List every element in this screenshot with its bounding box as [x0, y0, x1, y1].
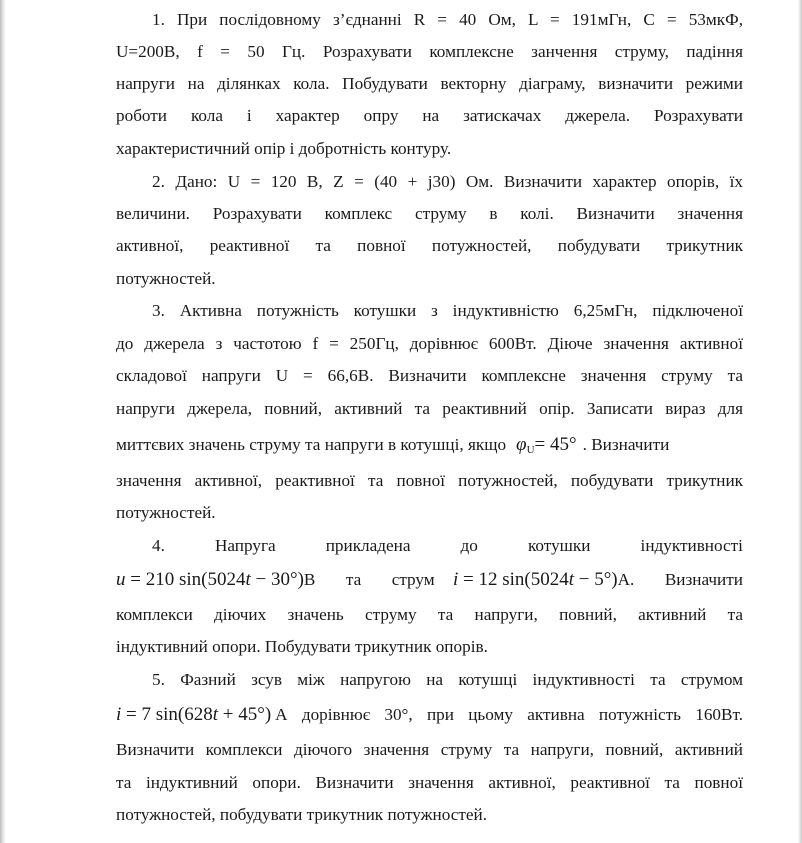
current-5-expr: = 7 sin(628 — [121, 704, 213, 725]
current-5-end: + 45°) — [218, 704, 272, 725]
voltage-var: u — [116, 569, 126, 590]
problem-2-line-2: величини. Розрахувати комплекс струму в колі. Визначити значення — [116, 204, 743, 223]
problem-3-line-2: до джерела з частотою f = 250Гц, дорівнює 600Вт. Діюче значення активної — [116, 334, 743, 353]
current-end: − 5°) — [573, 569, 618, 590]
problem-4-conn: та — [345, 570, 362, 589]
voltage-unit: В — [303, 570, 316, 589]
problem-3-line-5-tail: . Визначити — [582, 435, 670, 454]
problem-5-line-1: 5. Фазний зсув між напругою на котушці індуктивності та струмом — [152, 670, 743, 689]
page-right-edge — [798, 0, 802, 843]
problem-1-line-4: роботи кола і характер опру на затискачах джерела. Розрахувати — [116, 106, 743, 125]
voltage-formula — [116, 569, 304, 590]
current-5-var: i — [116, 704, 122, 725]
phi-value: = 45° — [534, 434, 577, 455]
current-unit: А. — [617, 570, 635, 589]
problem-3-line-7: потужностей. — [116, 503, 216, 522]
current-t: t — [568, 569, 574, 590]
phi-subscript: U — [526, 444, 535, 456]
problem-4-word-3: прикладена — [325, 536, 411, 555]
problem-2-line-3: активної, реактивної та повної потужностей, побудувати трикутник — [116, 236, 743, 255]
problem-4-word-4: до — [460, 536, 478, 555]
problem-1-line-2: U=200В, f = 50 Гц. Розрахувати комплексне занчення струму, падіння — [116, 42, 743, 61]
voltage-formula-group — [116, 567, 315, 593]
problem-3-line-6: значення активної, реактивної та повної потужностей, побудувати трикутник — [116, 471, 743, 490]
problem-1-line-5: характеристичний опір і добротність контуру. — [116, 139, 452, 158]
voltage-expr: = 210 sin(5024 — [125, 569, 246, 590]
current-formula-5 — [116, 702, 271, 728]
problem-3-line-5 — [116, 432, 743, 458]
problem-4-line-1 — [152, 533, 743, 559]
problem-4-word-2: Напруга — [214, 536, 276, 555]
current-formula-group — [392, 567, 635, 593]
problem-4-determine: Визначити — [664, 570, 743, 589]
problem-5-line-2 — [116, 702, 743, 732]
problem-5-line-5: потужностей, побудувати трикутник потужностей. — [116, 805, 488, 824]
page-left-edge — [0, 0, 6, 843]
problem-3-line-4: напруги джерела, повний, активний та реактивний опір. Записати вираз для — [116, 399, 743, 418]
problem-3-line-5-text: миттєвих значень струму та напруги в котушці, якщо — [116, 435, 507, 454]
problem-4-line-3: комплекси діючих значень струму та напруги, повний, активний та — [116, 605, 743, 624]
voltage-t: t — [245, 569, 251, 590]
phase-formula — [516, 432, 577, 463]
problem-1-line-1: 1. При послідовному з’єднанні R = 40 Ом, L = 191мГн, С = 53мкФ, — [152, 10, 743, 29]
problem-4-word-6: індуктивності — [640, 536, 743, 555]
problem-5-line-3: Визначити комплекси діючого значення струму та напруги, повний, активний — [116, 740, 743, 759]
current-5-t: t — [212, 704, 219, 725]
problem-3-line-3: складової напруги U = 66,6В. Визначити комплексне значення струму та — [116, 366, 743, 385]
problem-4-word-1: 4. — [152, 536, 165, 555]
problem-2-line-1: 2. Дано: U = 120 В, Z = (40 + j30) Ом. Визначити характер опорів, їх — [152, 172, 743, 191]
problem-5-line-4: та індуктивний опори. Визначити значення активної, реактивної та повної — [116, 773, 743, 792]
voltage-end: − 30°) — [250, 569, 304, 590]
phi-symbol: φ — [516, 434, 527, 455]
problem-5-line-2-tail: А дорівнює 30°, при цьому активна потужність 160Вт. — [275, 705, 743, 724]
problem-2-line-4: потужностей. — [116, 269, 216, 288]
problem-4-current-word: струм — [391, 570, 435, 589]
current-var: i — [452, 569, 459, 590]
current-formula — [453, 569, 618, 590]
problem-4-line-4: індуктивний опори. Побудувати трикутник опорів. — [116, 637, 488, 656]
problem-4-word-5: котушки — [527, 536, 591, 555]
current-expr: = 12 sin(5024 — [458, 569, 569, 590]
problem-3-line-1: 3. Активна потужність котушки з індуктивністю 6,25мГн, підключеної — [152, 301, 743, 320]
problem-4-line-2 — [116, 567, 743, 597]
problem-1-line-3: напруги на ділянках кола. Побудувати векторну діаграму, визначити режими — [116, 74, 743, 93]
